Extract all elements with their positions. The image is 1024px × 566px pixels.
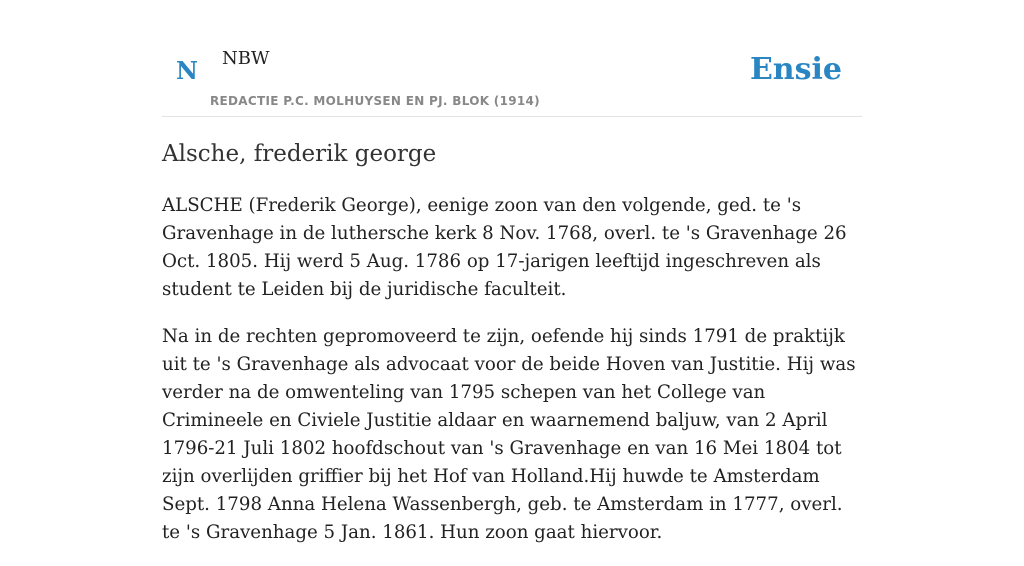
source-subtitle: REDACTIE P.C. MOLHUYSEN EN PJ. BLOK (1914) xyxy=(210,94,540,108)
source-name[interactable]: NBW xyxy=(222,48,270,69)
ensie-logo-link[interactable]: Ensie xyxy=(749,52,842,87)
source-logo-letter[interactable]: N xyxy=(176,56,198,85)
article-title: Alsche, frederik george xyxy=(162,141,437,167)
header xyxy=(162,36,862,117)
article-paragraph: Na in de rechten gepromoveerd te zijn, oefende hij sinds 1791 de praktijk uit te 's Gravenhage als advocaat voor de beide Hoven van Justitie. Hij was verder na de omwenteling van 1795 schepen van het College van Crimineele en Civiele Justitie aldaar en waarnemend baljuw, van 2 April 1796-21 Juli 1802 hoofdschout van 's Gravenhage en van 16 Mei 1804 tot zijn overlijden griffier bij het Hof van Holland.Hij huwde te Amsterdam Sept. 1798 Anna Helena Wassenbergh, geb. te Amsterdam in 1777, overl. te 's Gravenhage 5 Jan. 1861. Hun zoon gaat hiervoor. xyxy=(162,326,856,543)
article-body xyxy=(162,192,862,566)
article-paragraph: ALSCHE (Frederik George), eenige zoon van den volgende, ged. te 's Gravenhage in de luthersche kerk 8 Nov. 1768, overl. te 's Gravenhage 26 Oct. 1805. Hij werd 5 Aug. 1786 op 17-jarigen leeftijd ingeschreven als student te Leiden bij de juridische faculteit. xyxy=(162,195,847,300)
